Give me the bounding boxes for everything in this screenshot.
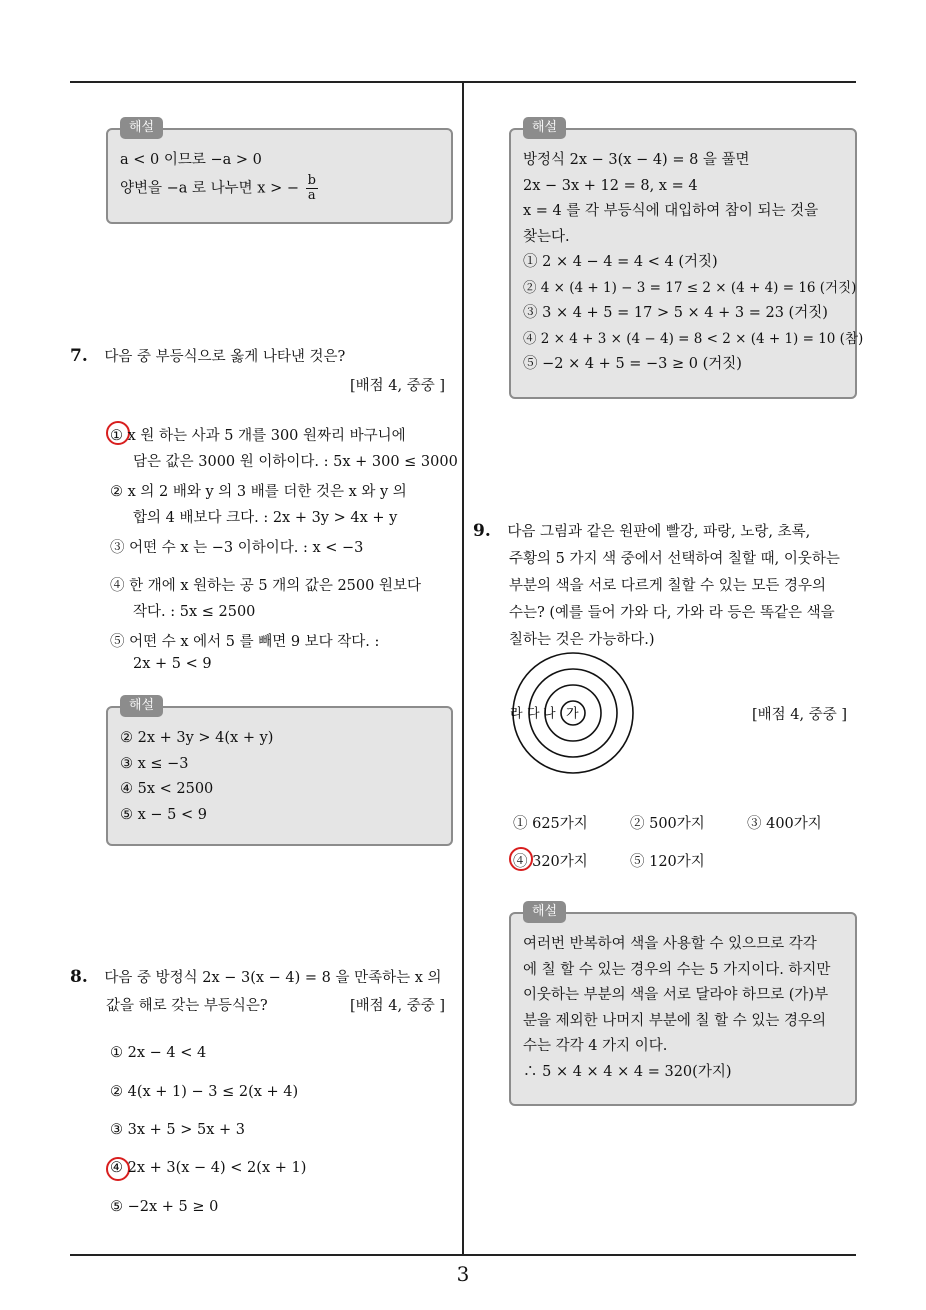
question-text: 다음 그림과 같은 원판에 빨강, 파랑, 노랑, 초록, <box>507 524 811 540</box>
choice-5[interactable]: ⑤ 120가지 <box>630 854 705 870</box>
explanation-line: 여러번 반복하여 색을 사용할 수 있으므로 각각 <box>523 936 817 952</box>
question-8 <box>70 966 442 987</box>
choice-2[interactable]: ② 500가지 <box>630 816 705 832</box>
explanation-line: a < 0 이므로 −a > 0 <box>120 152 262 168</box>
question-text-cont: 수는? (예를 들어 가와 다, 가와 라 등은 똑같은 색을 <box>509 605 835 621</box>
question-text-cont: 부분의 색을 서로 다르게 칠할 수 있는 모든 경우의 <box>509 578 827 594</box>
choice-5-cont: 2x + 5 < 9 <box>133 656 212 672</box>
bottom-rule <box>70 1254 856 1256</box>
question-9 <box>473 520 810 541</box>
choice-2-cont: 합의 4 배보다 크다. : 2x + 3y > 4x + y <box>133 510 398 526</box>
choice-4[interactable]: ④ 320가지 <box>513 854 588 870</box>
choice-4-cont: 작다. : 5x ≤ 2500 <box>133 604 256 620</box>
choice-4[interactable]: ④ 2x + 3(x − 4) < 2(x + 1) <box>110 1160 307 1176</box>
explanation-line: ④ 2 × 4 + 3 × (4 − 4) = 8 < 2 × (4 + 1) = 10 (참) <box>523 330 864 347</box>
choice-5[interactable]: ⑤ −2x + 5 ≥ 0 <box>110 1199 219 1215</box>
fraction <box>306 174 318 203</box>
explanation-line: ④ 5x < 2500 <box>120 781 214 797</box>
choice-3[interactable]: ③ 400가지 <box>747 816 822 832</box>
question-text: 다음 중 부등식으로 옳게 나타낸 것은? <box>104 349 346 365</box>
ring-label: 가 <box>566 706 579 722</box>
explanation-line: 2x − 3x + 12 = 8, x = 4 <box>523 177 698 194</box>
question-number: 9. <box>473 521 491 541</box>
choice-1-cont: 담은 값은 3000 원 이하이다. : 5x + 300 ≤ 3000 <box>133 454 458 470</box>
choice-1[interactable]: ① x 원 하는 사과 5 개를 300 원짜리 바구니에 <box>110 428 406 444</box>
explanation-line: x = 4 를 각 부등식에 대입하여 참이 되는 것을 <box>523 203 819 219</box>
concentric-disc-figure <box>505 650 635 780</box>
question-number: 7. <box>70 346 88 366</box>
question-7 <box>70 345 345 366</box>
score-label: [배점 4, 중중 ] <box>350 998 446 1014</box>
explanation-box-q9 <box>509 904 857 1106</box>
explanation-tab: 해설 <box>523 901 566 923</box>
explanation-tab: 해설 <box>523 117 566 139</box>
question-text-cont: 주황의 5 가지 색 중에서 선택하여 칠할 때, 이웃하는 <box>509 551 840 567</box>
ring-label: 나 <box>543 706 556 722</box>
choice-2[interactable]: ② x 의 2 배와 y 의 3 배를 더한 것은 x 와 y 의 <box>110 484 407 500</box>
fraction-denominator: a <box>307 187 316 203</box>
question-text: 다음 중 방정식 2x − 3(x − 4) = 8 을 만족하는 x 의 <box>104 970 442 986</box>
choice-4[interactable]: ④ 한 개에 x 원하는 공 5 개의 값은 2500 원보다 <box>110 578 421 594</box>
explanation-tab: 해설 <box>120 117 163 139</box>
explanation-box-q7 <box>106 698 453 846</box>
explanation-box-q8 <box>509 120 864 399</box>
explanation-line: ① 2 × 4 − 4 = 4 < 4 (거짓) <box>523 254 718 270</box>
choice-3[interactable]: ③ 3x + 5 > 5x + 3 <box>110 1122 245 1138</box>
question-text-cont: 칠하는 것은 가능하다.) <box>509 632 655 648</box>
choice-1[interactable]: ① 2x − 4 < 4 <box>110 1045 207 1061</box>
explanation-line: 찾는다. <box>523 228 570 245</box>
score-label: [배점 4, 중중 ] <box>350 378 446 394</box>
fraction-numerator: b <box>307 172 316 188</box>
explanation-line: ② 2x + 3y > 4(x + y) <box>120 730 274 746</box>
page-number: 3 <box>456 1262 470 1286</box>
choice-3[interactable]: ③ 어떤 수 x 는 −3 이하이다. : x < −3 <box>110 540 364 556</box>
question-text-cont: 값을 해로 갖는 부등식은? <box>106 998 268 1014</box>
explanation-text: 양변을 −a 로 나누면 x > − <box>120 180 299 196</box>
explanation-line: ⑤ −2 × 4 + 5 = −3 ≥ 0 (거짓) <box>523 356 742 372</box>
column-divider <box>462 81 464 1255</box>
explanation-box-q6 <box>106 120 453 224</box>
explanation-line: 방정식 2x − 3(x − 4) = 8 을 풀면 <box>523 152 750 168</box>
explanation-tab: 해설 <box>120 695 163 717</box>
explanation-line: ③ 3 × 4 + 5 = 17 > 5 × 4 + 3 = 23 (거짓) <box>523 305 828 321</box>
choice-1[interactable]: ① 625가지 <box>513 816 588 832</box>
explanation-line: 분을 제외한 나머지 부분에 칠 할 수 있는 경우의 <box>523 1012 827 1029</box>
ring-label: 라 <box>510 706 523 722</box>
score-label: [배점 4, 중중 ] <box>752 707 848 723</box>
explanation-line: 수는 각각 4 가지 이다. <box>523 1038 668 1054</box>
explanation-line: 에 칠 할 수 있는 경우의 수는 5 가지이다. 하지만 <box>523 961 831 978</box>
explanation-line: ③ x ≤ −3 <box>120 755 189 772</box>
choice-2[interactable]: ② 4(x + 1) − 3 ≤ 2(x + 4) <box>110 1084 299 1100</box>
explanation-line: 이웃하는 부분의 색을 서로 달라야 하므로 (가)부 <box>523 987 829 1003</box>
explanation-line: ⑤ x − 5 < 9 <box>120 806 207 823</box>
explanation-line <box>120 174 439 203</box>
question-number: 8. <box>70 967 88 987</box>
explanation-line: ∴ 5 × 4 × 4 × 4 = 320(가지) <box>523 1063 732 1080</box>
choice-5[interactable]: ⑤ 어떤 수 x 에서 5 를 빼면 9 보다 작다. : <box>110 634 380 650</box>
ring-label: 다 <box>527 706 540 722</box>
explanation-line: ② 4 × (4 + 1) − 3 = 17 ≤ 2 × (4 + 4) = 16 (거짓) <box>523 279 857 296</box>
